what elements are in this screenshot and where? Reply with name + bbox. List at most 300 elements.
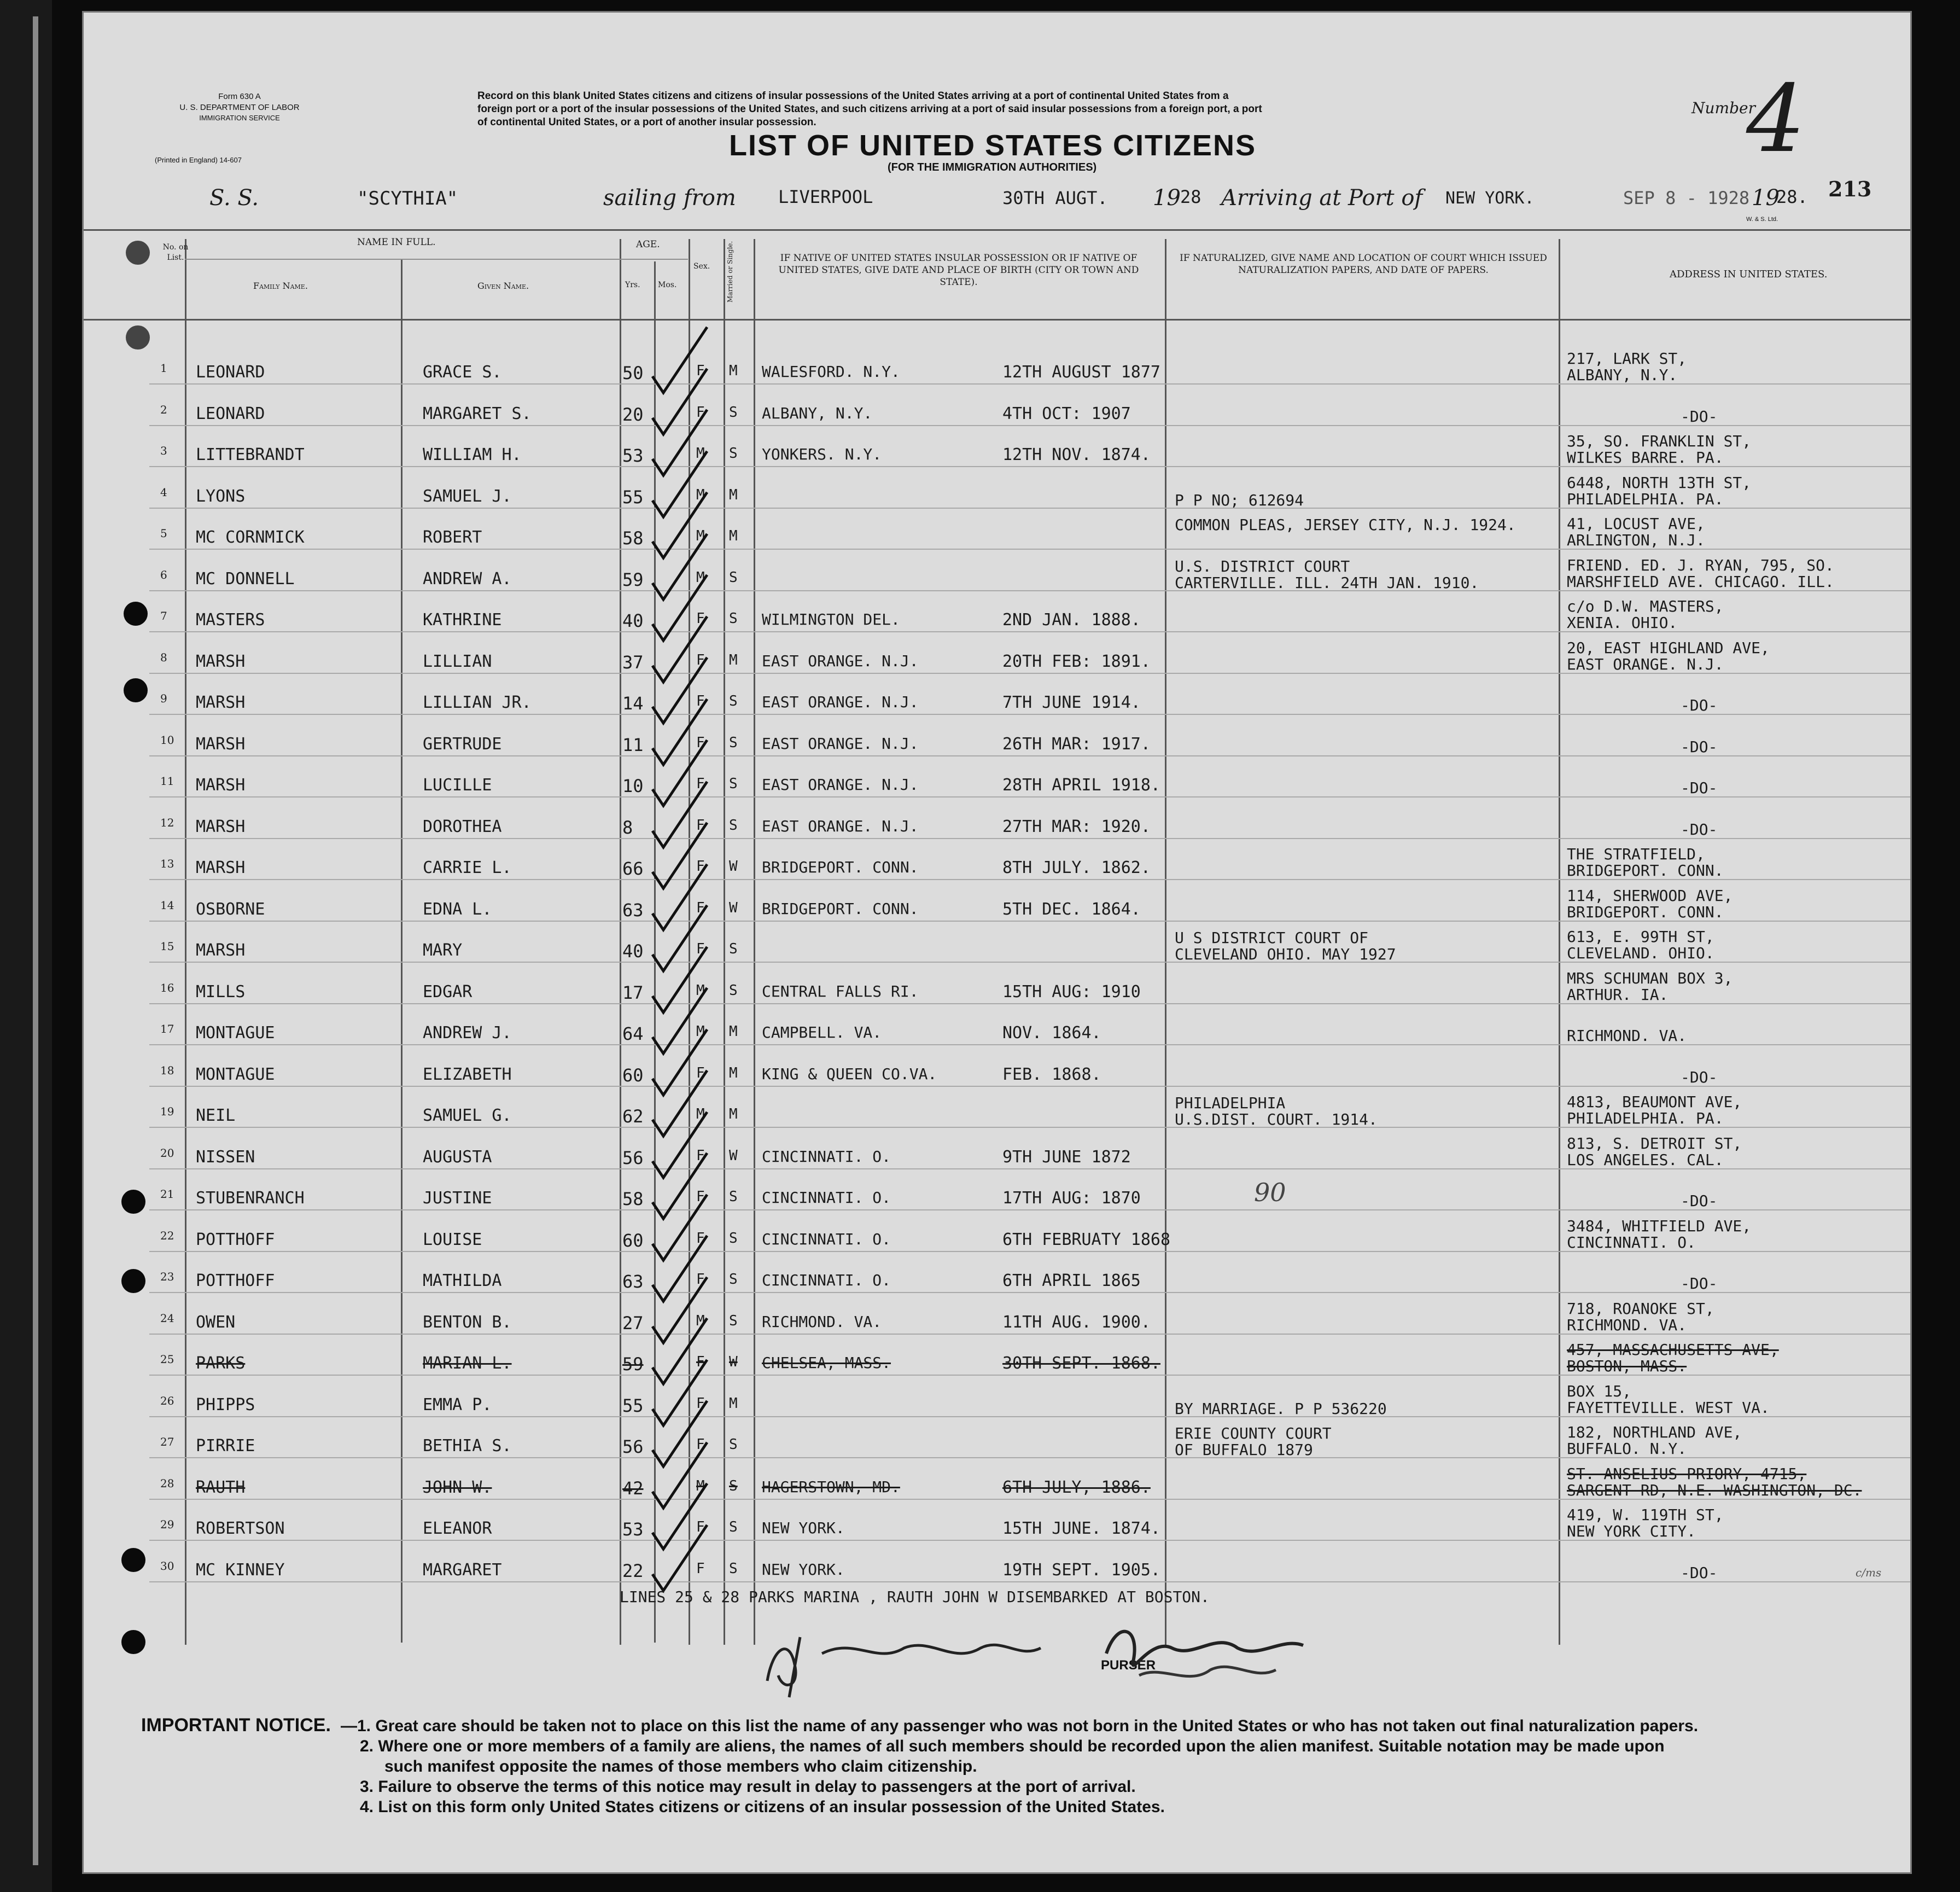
marital-status: S [729, 1519, 738, 1535]
row-number: 25 [160, 1353, 174, 1366]
address-line-1: FRIEND. ED. J. RYAN, 795, SO. [1567, 556, 1834, 574]
punch-hole [121, 1269, 145, 1293]
row-number: 16 [160, 981, 174, 994]
given-name: MARIAN L. [423, 1354, 512, 1373]
naturalization-line-1: COMMON PLEAS, JERSEY CITY, N.J. 1924. [1175, 516, 1516, 534]
naturalization-line-1: PHILADELPHIA [1175, 1094, 1286, 1112]
birth-place: EAST ORANGE. N.J. [762, 651, 919, 670]
marital-status: S [729, 1312, 738, 1329]
birth-date: 12TH AUGUST 1877 [1002, 363, 1160, 382]
row-number: 4 [160, 485, 167, 499]
birth-date: NOV. 1864. [1002, 1023, 1101, 1043]
col-divider [754, 239, 755, 1645]
margin-note: c/ms [1856, 1566, 1882, 1579]
row-divider [149, 796, 1910, 797]
ship-name: "SCYTHIA" [357, 188, 458, 209]
address-line-2: -DO- [1681, 1563, 1718, 1582]
given-name: LILLIAN [423, 651, 492, 671]
marital-status: M [729, 1064, 738, 1081]
address-line-2: PHILADELPHIA. PA. [1567, 1109, 1724, 1127]
row-number: 13 [160, 857, 174, 870]
age-years: 63 [622, 899, 644, 921]
birth-date: 28TH APRIL 1918. [1002, 776, 1160, 795]
birth-place: CHELSEA, MASS. [762, 1354, 891, 1372]
age-years: 8 [622, 817, 633, 838]
address-line-1: THE STRATFIELD, [1567, 845, 1705, 863]
given-name: JOHN W. [423, 1477, 492, 1497]
family-name: NISSEN [196, 1147, 255, 1167]
family-name: MARSH [196, 858, 246, 877]
age-years: 11 [622, 734, 644, 755]
header-yrs: Yrs. [625, 281, 640, 289]
family-name: OSBORNE [196, 899, 265, 919]
row-number: 3 [160, 444, 167, 457]
birth-place: EAST ORANGE. N.J. [762, 734, 919, 753]
row-number: 17 [160, 1022, 174, 1035]
address-line-2: BUFFALO. N.Y. [1567, 1440, 1687, 1458]
row-number: 30 [160, 1559, 174, 1573]
birth-place: NEW YORK. [762, 1519, 845, 1537]
row-number: 18 [160, 1063, 174, 1077]
family-name: MILLS [196, 982, 246, 1002]
address-line-2: XENIA. OHIO. [1567, 614, 1678, 632]
age-years: 55 [622, 486, 644, 508]
header-birth: IF NATIVE OF UNITED STATES INSULAR POSSESSION OR IF NATIVE OF UNITED STATES, GIVE DATE AND PLACE OF BIRTH (CITY OR TOWN AND STATE). [778, 253, 1139, 288]
name-header-rule [185, 259, 688, 260]
age-years: 60 [622, 1230, 644, 1251]
birth-place: BRIDGEPORT. CONN. [762, 858, 919, 876]
sex: F [696, 1560, 705, 1577]
address-line-2: -DO- [1681, 820, 1718, 839]
marital-status: S [729, 1560, 738, 1577]
notice-line-2: 2. Where one or more members of a family are aliens, the names of all such members should be recorded upon the alien manifest. Suitable notation may be made upon [360, 1737, 1665, 1755]
row-number: 22 [160, 1229, 174, 1242]
sex: M [696, 528, 705, 544]
family-name: POTTHOFF [196, 1271, 275, 1290]
address-line-2: -DO- [1681, 1068, 1718, 1086]
row-number: 10 [160, 733, 174, 747]
marital-status: S [729, 610, 738, 627]
notice-line-5: 4. List on this form only United States citizens or citizens of an insular possession of the United States. [360, 1798, 1165, 1816]
marital-status: S [729, 734, 738, 751]
age-years: 20 [622, 404, 644, 425]
address-line-2: ARTHUR. IA. [1567, 985, 1669, 1004]
marital-status: S [729, 1271, 738, 1288]
address-line-1: 114, SHERWOOD AVE, [1567, 886, 1733, 905]
naturalization-line-1: U S DISTRICT COURT OF [1175, 929, 1369, 947]
sex: F [696, 1147, 705, 1164]
row-number: 5 [160, 527, 167, 540]
marital-status: M [729, 528, 738, 544]
marital-status: S [729, 817, 738, 834]
age-years: 40 [622, 941, 644, 962]
age-years: 56 [622, 1436, 644, 1457]
check-mark-icon [647, 1522, 713, 1593]
col-divider [1165, 239, 1166, 1645]
age-years: 66 [622, 858, 644, 879]
age-years: 40 [622, 610, 644, 631]
given-name: BETHIA S. [423, 1436, 512, 1456]
age-years: 14 [622, 693, 644, 714]
address-line-1: 813, S. DETROIT ST, [1567, 1134, 1742, 1152]
age-years: 60 [622, 1064, 644, 1086]
birth-place: CINCINNATI. O. [762, 1147, 891, 1166]
header-married: Married or Single. [726, 241, 734, 302]
birth-place: CINCINNATI. O. [762, 1189, 891, 1207]
sex: F [696, 1230, 705, 1247]
given-name: LUCILLE [423, 776, 492, 795]
age-years: 42 [622, 1477, 644, 1499]
arriving-label: Arriving at Port of [1221, 185, 1423, 211]
sex: F [696, 651, 705, 668]
given-name: DOROTHEA [423, 817, 502, 836]
sex: F [696, 1271, 705, 1288]
address-line-1: 182, NORTHLAND AVE, [1567, 1423, 1742, 1441]
address-line-1: c/o D.W. MASTERS, [1567, 597, 1724, 615]
address-line-2: MARSHFIELD AVE. CHICAGO. ILL. [1567, 572, 1834, 591]
row-number: 8 [160, 650, 167, 664]
address-line-1: 457, MASSACHUSETTS AVE, [1567, 1341, 1779, 1359]
age-years: 53 [622, 445, 644, 466]
family-name: MONTAGUE [196, 1023, 275, 1043]
given-name: CARRIE L. [423, 858, 512, 877]
arrival-year: 28. [1776, 187, 1808, 207]
age-years: 56 [622, 1147, 644, 1168]
birth-date: 15TH AUG: 1910 [1002, 982, 1141, 1002]
sex: M [696, 569, 705, 586]
sex: F [696, 734, 705, 751]
birth-date: 6TH JULY, 1886. [1002, 1477, 1151, 1497]
sex: M [696, 1312, 705, 1329]
sex: M [696, 1023, 705, 1040]
given-name: EDGAR [423, 982, 472, 1002]
header-sex: Sex. [693, 262, 710, 271]
sex: F [696, 1354, 705, 1370]
address-line-1: 4813, BEAUMONT AVE, [1567, 1093, 1742, 1111]
age-years: 53 [622, 1519, 644, 1540]
punch-hole [126, 241, 150, 265]
birth-place: NEW YORK. [762, 1560, 845, 1579]
family-name: LEONARD [196, 363, 265, 382]
port-to: NEW YORK. [1445, 189, 1535, 208]
page-number: 213 [1828, 177, 1872, 201]
row-number: 14 [160, 898, 174, 912]
sex: F [696, 1395, 705, 1412]
row-number: 2 [160, 403, 167, 416]
row-number: 11 [160, 775, 174, 788]
family-name: MC DONNELL [196, 569, 295, 589]
family-name: LEONARD [196, 404, 265, 423]
given-name: WILLIAM H. [423, 445, 522, 464]
given-name: AUGUSTA [423, 1147, 492, 1167]
given-name: MATHILDA [423, 1271, 502, 1290]
family-name: MONTAGUE [196, 1064, 275, 1084]
family-name: PHIPPS [196, 1395, 255, 1414]
family-name: POTTHOFF [196, 1230, 275, 1249]
marital-status: S [729, 1436, 738, 1453]
service: IMMIGRATION SERVICE [199, 114, 280, 122]
age-years: 37 [622, 651, 644, 673]
address-line-2: -DO- [1681, 1274, 1718, 1293]
printed-note: (Printed in England) 14-607 [155, 156, 242, 164]
signature-scrawls [756, 1615, 1358, 1703]
naturalization-line-2: BY MARRIAGE. P P 536220 [1175, 1399, 1387, 1418]
marital-status: W [729, 899, 738, 916]
birth-place: ALBANY, N.Y. [762, 404, 873, 422]
form-number: Form 630 A [218, 92, 261, 101]
birth-date: 27TH MAR: 1920. [1002, 817, 1151, 836]
sailing-year: 28 [1180, 187, 1201, 207]
table-top-rule [84, 229, 1910, 231]
page-subtitle: (FOR THE IMMIGRATION AUTHORITIES) [888, 161, 1097, 173]
address-line-1: 3484, WHITFIELD AVE, [1567, 1216, 1752, 1235]
birth-date: 26TH MAR: 1917. [1002, 734, 1151, 754]
header-mos: Mos. [658, 281, 677, 289]
birth-place: WALESFORD. N.Y. [762, 363, 900, 381]
family-name: LYONS [196, 486, 246, 506]
marital-status: S [729, 982, 738, 999]
birth-place: EAST ORANGE. N.J. [762, 693, 919, 711]
address-line-2: -DO- [1681, 696, 1718, 714]
birth-date: 6TH FEBRUATY 1868 [1002, 1230, 1171, 1249]
sex: F [696, 693, 705, 709]
address-line-2: LOS ANGELES. CAL. [1567, 1150, 1724, 1169]
address-line-1: ST. ANSELIUS PRIORY, 4715, [1567, 1464, 1807, 1483]
sex: F [696, 858, 705, 875]
marital-status: S [729, 1230, 738, 1247]
sailing-date: 30TH AUGT. [1002, 188, 1108, 208]
birth-place: RICHMOND. VA. [762, 1312, 882, 1331]
row-divider [149, 838, 1910, 839]
given-name: BENTON B. [423, 1312, 512, 1332]
marital-status: W [729, 1354, 738, 1370]
marital-status: W [729, 858, 738, 875]
sex: M [696, 1477, 705, 1494]
instructions-line-2: foreign port or a port of the insular possessions of the United States, and such citizens arriving at a port of said insular possessions from a foreign port, a port [477, 103, 1262, 115]
address-line-1: BOX 15, [1567, 1382, 1632, 1400]
purser-label: PURSER [1101, 1658, 1156, 1673]
address-line-1: 419, W. 119TH ST, [1567, 1506, 1724, 1524]
given-name: GRACE S. [423, 363, 502, 382]
address-line-2: RICHMOND. VA. [1567, 1027, 1687, 1045]
header-family-name: Family Name. [253, 281, 308, 291]
address-line-2: CINCINNATI. O. [1567, 1233, 1696, 1251]
birth-date: 7TH JUNE 1914. [1002, 693, 1141, 712]
address-line-1: MRS SCHUMAN BOX 3, [1567, 969, 1733, 987]
age-years: 22 [622, 1560, 644, 1581]
given-name: ELIZABETH [423, 1064, 512, 1084]
page-title: LIST OF UNITED STATES CITIZENS [729, 129, 1256, 162]
sailing-from-label: sailing from [603, 185, 736, 211]
address-line-2: SARGENT RD, N.E. WASHINGTON, DC. [1567, 1481, 1862, 1499]
scanner-edge [0, 0, 52, 1892]
sex: F [696, 1436, 705, 1453]
header-age: AGE. [636, 239, 660, 250]
row-divider [149, 755, 1910, 756]
given-name: MARGARET S. [423, 404, 532, 423]
family-name: MARSH [196, 776, 246, 795]
age-years: 64 [622, 1023, 644, 1044]
address-line-2: BRIDGEPORT. CONN. [1567, 861, 1724, 880]
address-line-2: EAST ORANGE. N.J. [1567, 655, 1724, 673]
age-years: 50 [622, 363, 644, 383]
row-number: 9 [160, 692, 167, 705]
given-name: MARY [423, 941, 463, 960]
naturalization-line-2: U.S.DIST. COURT. 1914. [1175, 1110, 1378, 1128]
marital-status: M [729, 1106, 738, 1122]
sex: F [696, 404, 705, 421]
year-prefix: 19 [1153, 185, 1181, 211]
row-number: 19 [160, 1105, 174, 1118]
given-name: SAMUEL J. [423, 486, 512, 506]
birth-date: 30TH SEPT. 1868. [1002, 1354, 1160, 1373]
instructions-line-1: Record on this blank United States citizens and citizens of insular possessions of the United States arriving at a port of continental United States from a [477, 90, 1229, 102]
age-years: 63 [622, 1271, 644, 1292]
address-line-2: FAYETTEVILLE. WEST VA. [1567, 1398, 1770, 1417]
given-name: SAMUEL G. [423, 1106, 512, 1125]
punch-hole [121, 1630, 145, 1654]
col-divider [1559, 239, 1560, 1645]
marital-status: S [729, 693, 738, 709]
given-name: LOUISE [423, 1230, 482, 1249]
row-number: 15 [160, 940, 174, 953]
row-number: 6 [160, 568, 167, 581]
family-name: STUBENRANCH [196, 1189, 305, 1208]
address-line-2: CLEVELAND. OHIO. [1567, 944, 1714, 962]
address-line-2: NEW YORK CITY. [1567, 1522, 1696, 1540]
notice-line-3: such manifest opposite the names of those members who claim citizenship. [384, 1757, 977, 1775]
row-divider [149, 425, 1910, 426]
given-name: MARGARET [423, 1560, 502, 1580]
row-divider [149, 714, 1910, 715]
birth-place: WILMINGTON DEL. [762, 610, 900, 628]
row-number: 23 [160, 1270, 174, 1283]
birth-date: 12TH NOV. 1874. [1002, 445, 1151, 464]
number-label: Number [1691, 99, 1755, 117]
family-name: NEIL [196, 1106, 236, 1125]
header-given-name: Given Name. [477, 281, 529, 291]
family-name: MARSH [196, 734, 246, 754]
marital-status: M [729, 651, 738, 668]
notice-title: IMPORTANT NOTICE. [141, 1715, 331, 1736]
marital-status: M [729, 486, 738, 503]
row-divider [149, 1292, 1910, 1293]
birth-date: 15TH JUNE. 1874. [1002, 1519, 1160, 1538]
given-name: ANDREW A. [423, 569, 512, 589]
marital-status: S [729, 1477, 738, 1494]
row-number: 24 [160, 1311, 174, 1325]
address-line-2: -DO- [1681, 1192, 1718, 1210]
count-mark: 90 [1254, 1178, 1286, 1207]
birth-date: 5TH DEC. 1864. [1002, 899, 1141, 919]
address-line-1: 217, LARK ST, [1567, 350, 1687, 368]
marital-status: S [729, 445, 738, 462]
address-line-2: -DO- [1681, 407, 1718, 426]
instructions-line-3: of continental United States, or a port of another insular possession. [477, 117, 816, 128]
age-years: 17 [622, 982, 644, 1003]
birth-date: 20TH FEB: 1891. [1002, 651, 1151, 671]
address-line-2: WILKES BARRE. PA. [1567, 449, 1724, 467]
row-number: 1 [160, 362, 167, 375]
address-line-2: BOSTON, MASS. [1567, 1357, 1687, 1375]
age-years: 10 [622, 776, 644, 796]
row-divider [149, 1209, 1910, 1210]
row-number: 21 [160, 1187, 174, 1201]
age-years: 58 [622, 1189, 644, 1209]
port-from: LIVERPOOL [778, 187, 873, 207]
family-name: MARSH [196, 693, 246, 712]
naturalization-line-2: CARTERVILLE. ILL. 24TH JAN. 1910. [1175, 573, 1479, 592]
birth-date: 9TH JUNE 1872 [1002, 1147, 1131, 1167]
birth-place: CINCINNATI. O. [762, 1271, 891, 1289]
department: U. S. DEPARTMENT OF LABOR [179, 103, 300, 112]
family-name: MARSH [196, 651, 246, 671]
given-name: ROBERT [423, 528, 482, 547]
naturalization-line-1: ERIE COUNTY COURT [1175, 1424, 1332, 1442]
age-years: 55 [622, 1395, 644, 1416]
manifest-page [82, 11, 1912, 1874]
birth-place: CENTRAL FALLS RI. [762, 982, 919, 1000]
age-years: 59 [622, 1354, 644, 1375]
given-name: JUSTINE [423, 1189, 492, 1208]
marital-status: S [729, 776, 738, 792]
header-name-in-full: NAME IN FULL. [357, 237, 436, 248]
marital-status: S [729, 569, 738, 586]
marital-status: S [729, 404, 738, 421]
sex: F [696, 899, 705, 916]
naturalization-line-2: CLEVELAND OHIO. MAY 1927 [1175, 945, 1396, 963]
age-years: 62 [622, 1106, 644, 1127]
birth-date: 4TH OCT: 1907 [1002, 404, 1131, 423]
family-name: MARSH [196, 941, 246, 960]
birth-place: KING & QUEEN CO.VA. [762, 1064, 937, 1083]
birth-place: CINCINNATI. O. [762, 1230, 891, 1248]
list-number: 4 [1746, 65, 1806, 173]
naturalization-line-2: OF BUFFALO 1879 [1175, 1441, 1313, 1459]
address-line-1: 35, SO. FRANKLIN ST, [1567, 432, 1752, 450]
sex: M [696, 486, 705, 503]
birth-date: 2ND JAN. 1888. [1002, 610, 1141, 630]
sex: F [696, 610, 705, 627]
age-years: 27 [622, 1312, 644, 1334]
birth-date: 19TH SEPT. 1905. [1002, 1560, 1160, 1580]
marital-status: S [729, 1189, 738, 1205]
sex: F [696, 1189, 705, 1205]
family-name: OWEN [196, 1312, 236, 1332]
given-name: ANDREW J. [423, 1023, 512, 1043]
age-years: 59 [622, 569, 644, 590]
address-line-2: -DO- [1681, 779, 1718, 797]
age-years: 58 [622, 528, 644, 549]
sex: F [696, 1519, 705, 1535]
address-line-2: PHILADELPHIA. PA. [1567, 490, 1724, 508]
address-line-1: 6448, NORTH 13TH ST, [1567, 473, 1752, 492]
notice-line-1: —1. Great care should be taken not to place on this list the name of any passenger who was not born in the United States or who has not taken out final naturalization papers. [341, 1717, 1699, 1735]
family-name: MASTERS [196, 610, 265, 630]
family-name: ROBERTSON [196, 1519, 285, 1538]
header-no: No. on List. [162, 243, 189, 262]
row-divider [149, 1086, 1910, 1087]
given-name: EMMA P. [423, 1395, 492, 1414]
address-line-2: ALBANY, N.Y. [1567, 366, 1678, 384]
given-name: KATHRINE [423, 610, 502, 630]
given-name: EDNA L. [423, 899, 492, 919]
family-name: MC CORNMICK [196, 528, 305, 547]
family-name: PARKS [196, 1354, 246, 1373]
family-name: MARSH [196, 817, 246, 836]
given-name: GERTRUDE [423, 734, 502, 754]
sex: F [696, 363, 705, 379]
